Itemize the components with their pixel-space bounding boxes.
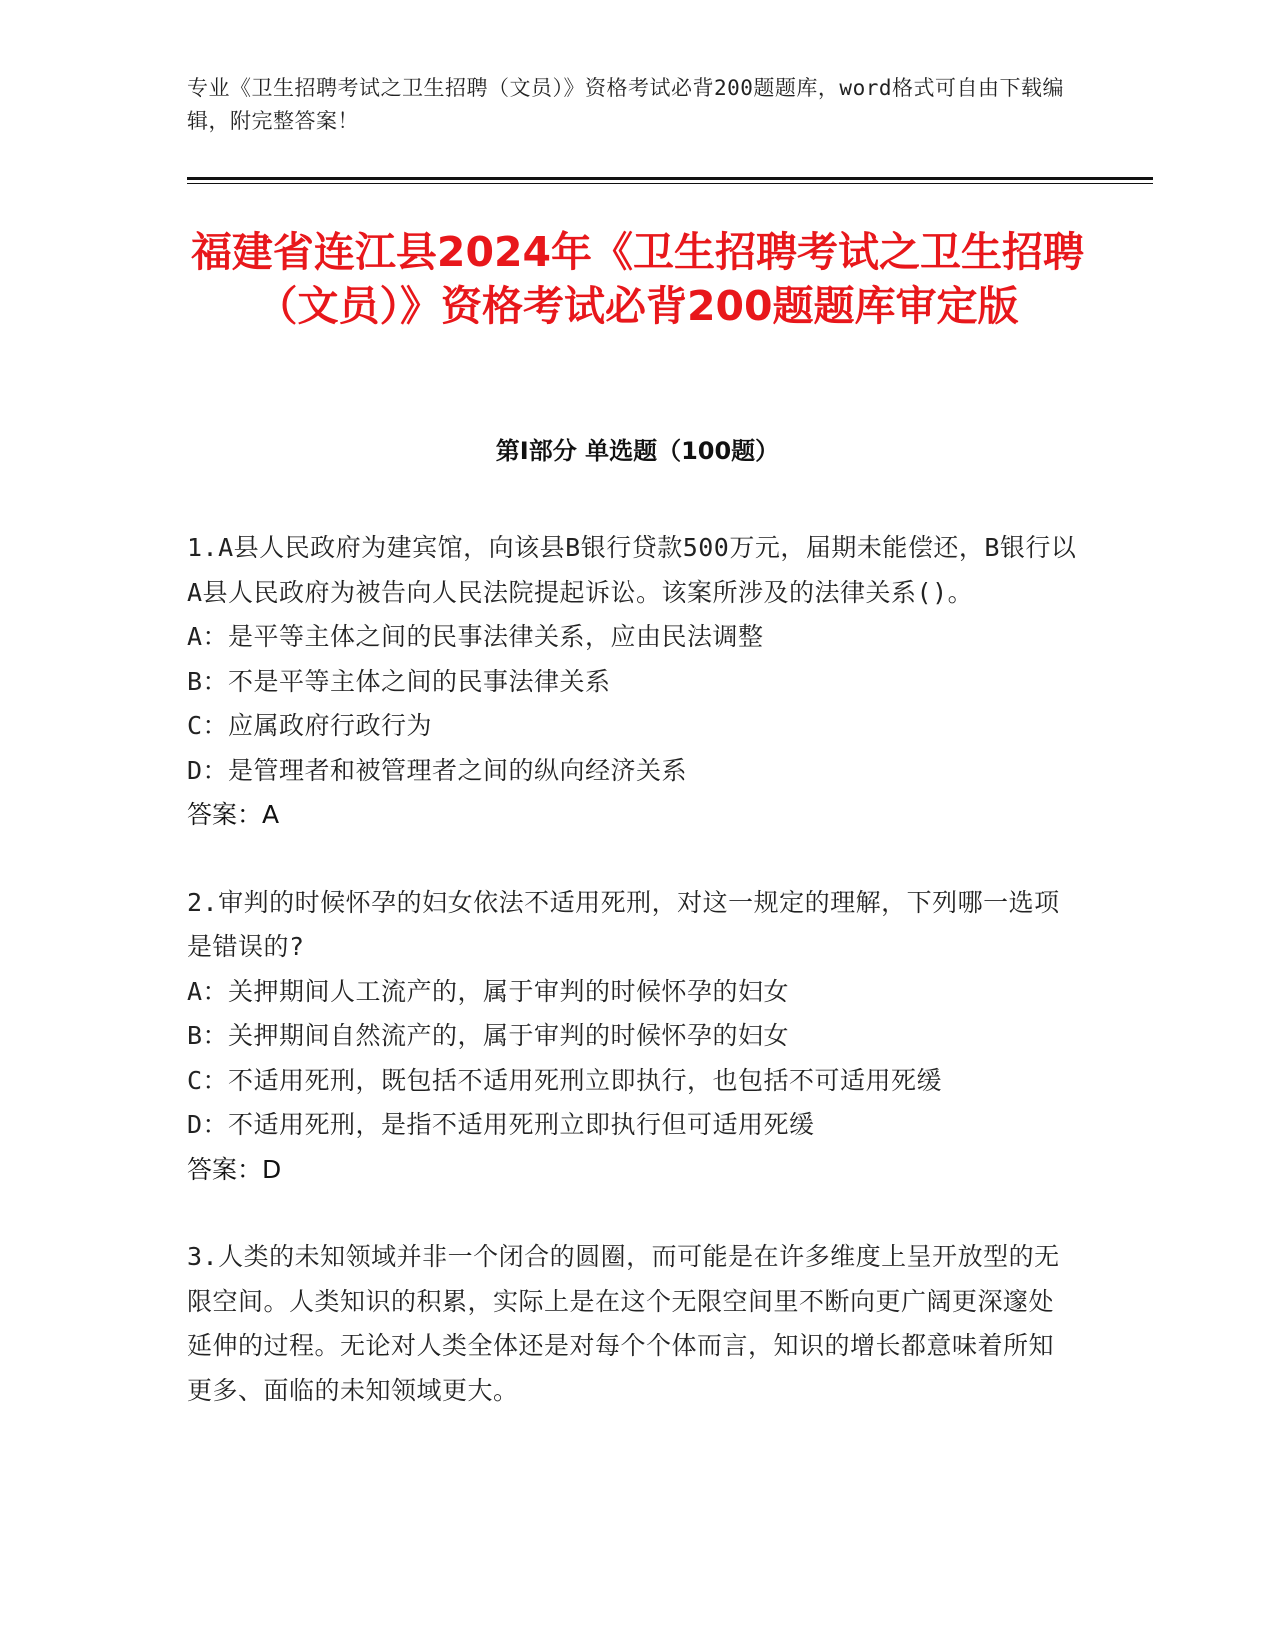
option-b: B：不是平等主体之间的民事法律关系 [187, 666, 611, 696]
option-d: D：不适用死刑，是指不适用死刑立即执行但可适用死缓 [187, 1110, 815, 1139]
header-note: 专业《卫生招聘考试之卫生招聘（文员）》资格考试必背200题题库，word格式可自由下载编辑，附完整答案！ [187, 76, 1064, 133]
option-b: B：关押期间自然流产的，属于审判的时候怀孕的妇女 [187, 1021, 790, 1050]
section-heading: 第Ⅰ部分 单选题（100题） [495, 437, 780, 465]
header-divider-thick [187, 177, 1153, 180]
answer-line: 答案：D [187, 1154, 282, 1184]
answer-line: 答案：A [187, 800, 280, 829]
question-item [187, 526, 1077, 838]
question-stem: 2.审判的时候怀孕的妇女依法不适用死刑，对这一规定的理解，下列哪一选项是错误的? [187, 887, 1060, 961]
document-title: 福建省连江县2024年《卫生招聘考试之卫生招聘（文员）》资格考试必背200题题库审定版 [190, 228, 1085, 330]
option-c: C：应属政府行政行为 [187, 711, 433, 740]
header-divider-thin [187, 183, 1153, 184]
option-c: C：不适用死刑，既包括不适用死刑立即执行，也包括不可适用死缓 [187, 1065, 943, 1095]
option-a: A：是平等主体之间的民事法律关系，应由民法调整 [187, 622, 764, 651]
question-item [187, 1235, 1077, 1413]
option-a: A：关押期间人工流产的，属于审判的时候怀孕的妇女 [187, 976, 790, 1006]
question-stem: 1.A县人民政府为建宾馆，向该县B银行贷款500万元，届期未能偿还，B银行以A县人民政府为被告向人民法院提起诉讼。该案所涉及的法律关系()。 [187, 533, 1077, 607]
option-d: D：是管理者和被管理者之间的纵向经济关系 [187, 755, 688, 785]
question-list [187, 526, 1077, 1456]
question-item [187, 881, 1077, 1193]
question-stem: 3.人类的未知领域并非一个闭合的圆圈，而可能是在许多维度上呈开放型的无限空间。人类知识的积累，实际上是在这个无限空间里不断向更广阔更深邃处延伸的过程。无论对人类全体还是对每个个体而言，知识的增长都意味着所知更多、面临的未知领域更大。 [187, 1242, 1060, 1405]
